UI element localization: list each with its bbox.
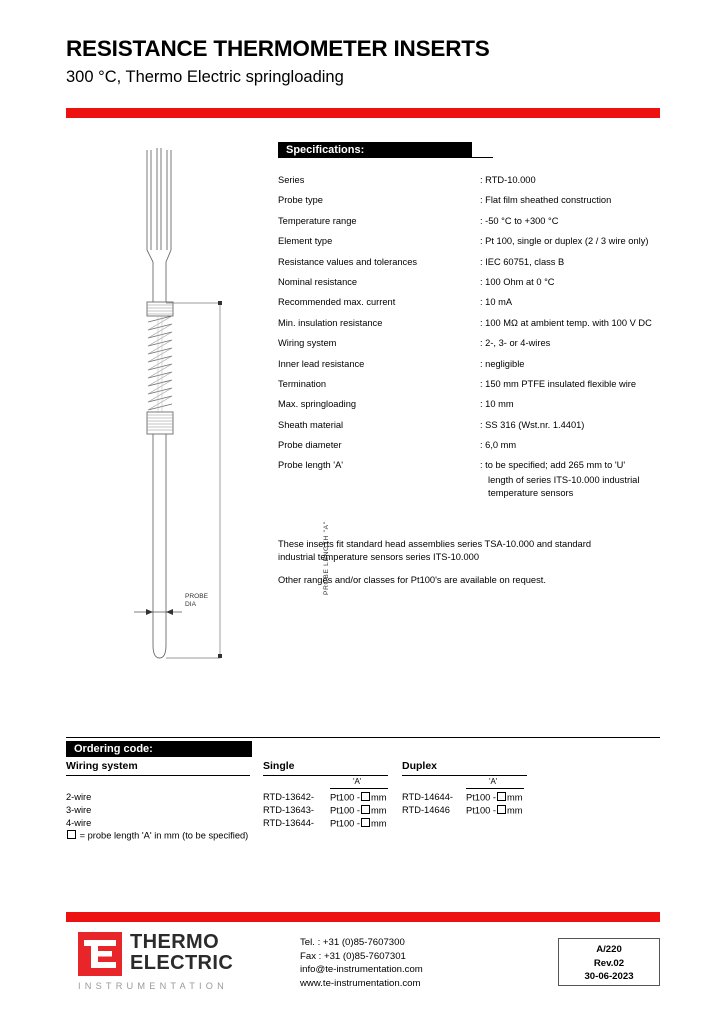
accent-bar-top <box>66 108 660 118</box>
ordering-single-code-4wire: RTD-13644- <box>263 818 314 828</box>
spec-value-continuation: temperature sensors <box>488 488 574 499</box>
contact-website[interactable]: www.te-instrumentation.com <box>300 977 421 989</box>
ordering-rule-duplex <box>402 775 527 776</box>
spec-value: : IEC 60751, class B <box>480 256 565 267</box>
ordering-duplex-suffix-2wire <box>466 792 522 803</box>
ordering-aprime-single: 'A' <box>353 777 362 786</box>
spec-value: : 150 mm PTFE insulated flexible wire <box>480 378 637 389</box>
ordering-top-rule <box>66 737 660 738</box>
notes-section <box>278 538 678 596</box>
spec-value: : Pt 100, single or duplex (2 / 3 wire only) <box>480 236 649 247</box>
te-monogram-icon <box>78 932 122 976</box>
ordering-suffix-pre: Pt100 - <box>466 792 496 803</box>
note-line: Other ranges and/or classes for Pt100's are available on request. <box>278 574 546 585</box>
spec-value: : Flat film sheathed construction <box>480 195 612 206</box>
spring-collar-lower <box>147 412 173 434</box>
spec-label: Probe diameter <box>278 440 342 451</box>
spec-value: : 10 mA <box>480 297 513 308</box>
spec-value: : RTD-10.000 <box>480 175 536 185</box>
spec-row <box>278 318 678 338</box>
logo-line-electric: ELECTRIC <box>130 952 234 974</box>
revision-number: Rev.02 <box>593 957 625 969</box>
ordering-col-single-title: Single <box>263 760 295 772</box>
probe-dia-label-line2: DIA <box>185 601 196 608</box>
specifications-heading: Specifications: <box>286 144 365 156</box>
ordering-suffix-pre: Pt100 - <box>466 805 496 816</box>
spec-value: : 100 Ohm at 0 °C <box>480 276 555 287</box>
te-logo-tagline: INSTRUMENTATION <box>78 981 228 991</box>
spec-row <box>278 175 678 195</box>
te-logo-wordmark <box>130 932 233 974</box>
spec-label: Temperature range <box>278 215 357 226</box>
probe-dia-label-line1: PROBE <box>185 593 209 600</box>
ordering-suffix-post: mm <box>370 818 387 829</box>
ordering-aprime-duplex: 'A' <box>489 777 498 786</box>
spec-label: Probe type <box>278 195 323 206</box>
ordering-single-suffix-3wire <box>330 805 386 816</box>
ordering-suffix-pre: Pt100 - <box>330 805 360 816</box>
contact-fax: Fax : +31 (0)85-7607301 <box>300 950 406 962</box>
spec-value: : negligible <box>480 358 525 369</box>
contact-email[interactable]: info@te-instrumentation.com <box>300 964 423 976</box>
ordering-single-code-2wire: RTD-13642- <box>263 792 314 802</box>
ordering-suffix-pre: Pt100 - <box>330 818 360 829</box>
ordering-wiring-3wire: 3-wire <box>66 805 92 815</box>
ordering-single-suffix-4wire <box>330 818 386 829</box>
spec-label: Inner lead resistance <box>278 358 365 369</box>
note-other-ranges <box>278 574 678 587</box>
ordering-duplex-code-3wire: RTD-14646 <box>402 805 450 815</box>
ordering-aprime-rule-duplex <box>466 788 524 789</box>
ordering-col-duplex-title: Duplex <box>402 760 438 772</box>
specifications-header-bar <box>278 142 472 158</box>
spring-collar-upper <box>147 302 173 316</box>
ordering-suffix-pre: Pt100 - <box>330 792 360 803</box>
ordering-wiring-4wire: 4-wire <box>66 818 92 828</box>
revision-doc-number: A/220 <box>596 944 622 955</box>
blank-box-icon <box>67 830 76 839</box>
ordering-single-suffix-2wire <box>330 792 386 803</box>
blank-box-icon <box>361 818 370 827</box>
spec-label: Nominal resistance <box>278 276 358 287</box>
specifications-table <box>278 175 678 501</box>
spec-label: Element type <box>278 236 333 247</box>
ordering-single-code-3wire: RTD-13643- <box>263 805 314 815</box>
page-title: RESISTANCE THERMOMETER INSERTS <box>66 36 490 61</box>
blank-box-icon <box>361 792 370 801</box>
spec-label: Resistance values and tolerances <box>278 256 418 267</box>
spec-row <box>278 297 678 317</box>
spec-label: Series <box>278 175 305 185</box>
spec-row <box>278 379 678 399</box>
probe-drawing-svg <box>120 140 260 700</box>
revision-box-content <box>559 939 659 984</box>
spec-label: Min. insulation resistance <box>278 317 383 328</box>
spec-label: Wiring system <box>278 338 337 349</box>
spec-label: Max. springloading <box>278 399 357 410</box>
page-subtitle: 300 °C, Thermo Electric springloading <box>66 68 344 86</box>
spec-label: Recommended max. current <box>278 297 396 308</box>
blank-box-icon <box>497 805 506 814</box>
ordering-suffix-post: mm <box>506 805 523 816</box>
probe-length-label: PROBE LENGTH "A" <box>323 521 330 595</box>
revision-date: 30-06-2023 <box>584 971 634 983</box>
spec-row <box>278 420 678 440</box>
spec-label: Sheath material <box>278 419 344 430</box>
spec-value: : -50 °C to +300 °C <box>480 215 559 226</box>
note-line: industrial temperature sensors series ITS-10.000 <box>278 552 480 563</box>
spec-label: Termination <box>278 378 327 389</box>
ordering-legend-eq: = <box>79 830 86 841</box>
blank-box-icon <box>361 805 370 814</box>
note-head-assemblies <box>278 538 678 565</box>
ordering-legend-text: probe length 'A' in mm (to be specified) <box>87 830 249 841</box>
te-logo-mark <box>78 932 122 976</box>
spec-row <box>278 338 678 358</box>
spec-row <box>278 277 678 297</box>
ordering-suffix-post: mm <box>506 792 523 803</box>
ordering-header-bar <box>66 741 252 757</box>
contact-block <box>300 936 423 990</box>
contact-tel: Tel. : +31 (0)85-7607300 <box>300 937 405 948</box>
ordering-rule-single <box>263 775 388 776</box>
blank-box-icon <box>497 792 506 801</box>
spec-row <box>278 359 678 379</box>
spec-row <box>278 216 678 236</box>
ordering-col-wiring-title: Wiring system <box>66 760 138 772</box>
spec-value: : 100 MΩ at ambient temp. with 100 V DC <box>480 317 652 328</box>
spec-row <box>278 257 678 277</box>
ordering-rule-wiring <box>66 775 250 776</box>
spec-value: : 2-, 3- or 4-wires <box>480 338 551 349</box>
spec-value: : to be specified; add 265 mm to 'U' <box>480 460 626 471</box>
spec-row <box>278 236 678 256</box>
spec-value-continuation: length of series ITS-10.000 industrial <box>488 475 640 486</box>
probe-dia-label <box>185 593 208 609</box>
ordering-duplex-suffix-3wire <box>466 805 522 816</box>
ordering-suffix-post: mm <box>370 792 387 803</box>
spec-value: : SS 316 (Wst.nr. 1.4401) <box>480 419 585 430</box>
ordering-suffix-post: mm <box>370 805 387 816</box>
spec-row <box>278 460 678 475</box>
ordering-wiring-2wire: 2-wire <box>66 792 92 802</box>
specifications-header-rule <box>278 157 493 158</box>
revision-box <box>558 938 660 986</box>
spec-row <box>278 195 678 215</box>
spec-row <box>278 440 678 460</box>
ordering-aprime-rule-single <box>330 788 388 789</box>
spec-row-continuation <box>278 488 678 501</box>
logo-line-thermo: THERMO <box>130 931 220 953</box>
spec-value: : 6,0 mm <box>480 440 517 451</box>
spec-value: : 10 mm <box>480 399 514 410</box>
note-line: These inserts fit standard head assemblies series TSA-10.000 and standard <box>278 539 591 549</box>
spring-coil <box>148 316 172 412</box>
ordering-duplex-code-2wire: RTD-14644- <box>402 792 453 802</box>
spec-row <box>278 399 678 419</box>
spec-label: Probe length 'A' <box>278 460 344 471</box>
accent-bar-bottom <box>66 912 660 922</box>
spec-row-continuation <box>278 475 678 488</box>
ordering-heading: Ordering code: <box>74 743 153 755</box>
ordering-legend <box>66 830 248 841</box>
